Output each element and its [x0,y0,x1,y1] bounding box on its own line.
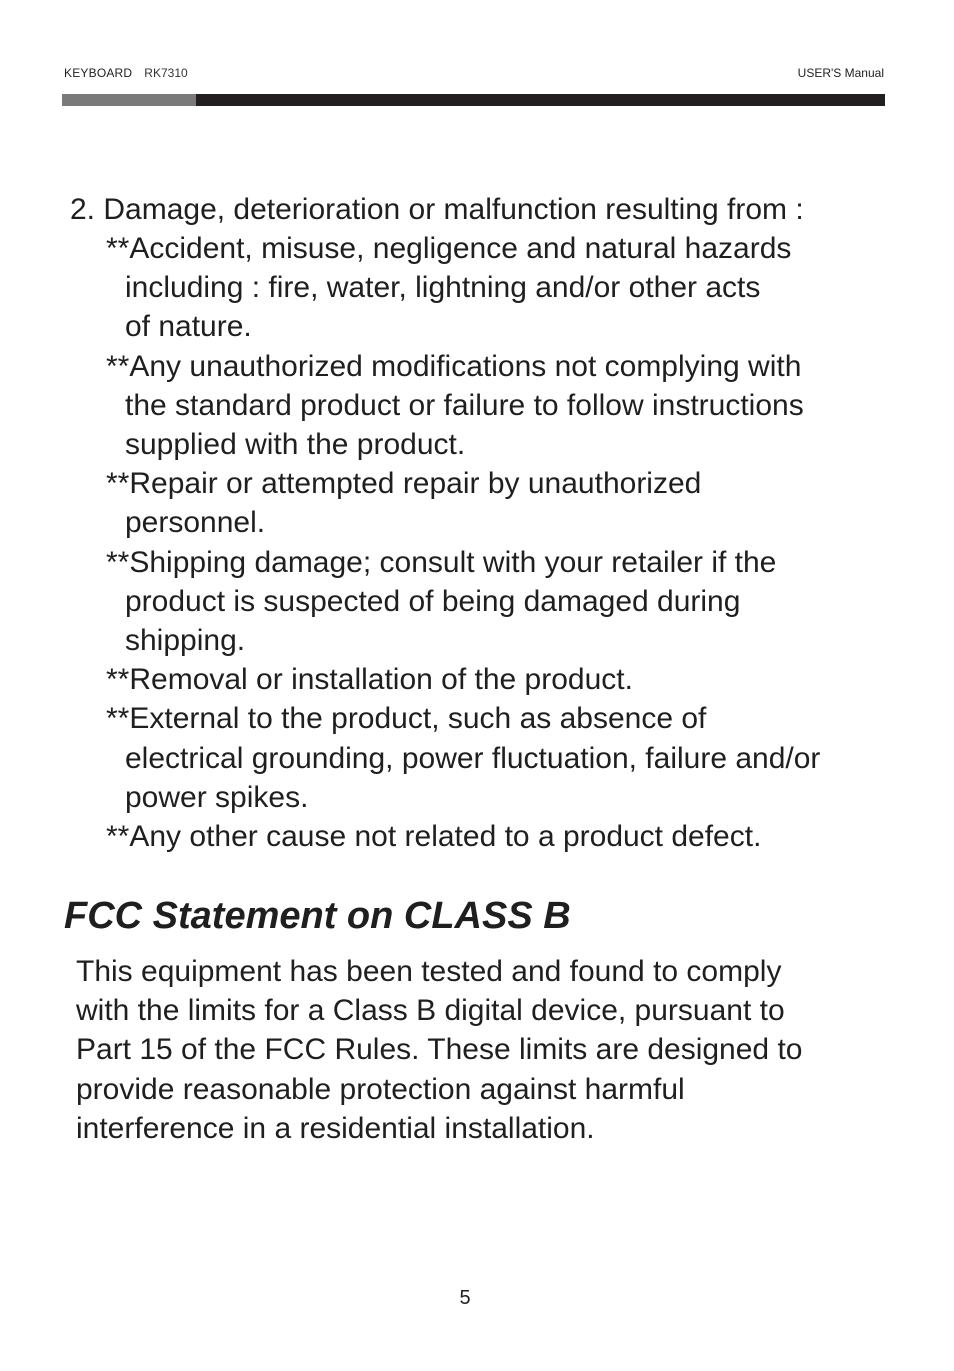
list-item: **Repair or attempted repair by unauthorized personnel. [106,467,702,540]
list-item: **External to the product, such as absence of electrical grounding, power fluctuation, failure and/or power spikes. [106,702,821,814]
header-divider-accent [62,94,196,106]
warranty-exclusion-heading: 2. Damage, deterioration or malfunction resulting from : [70,193,804,226]
header-manual-label: USER'S Manual [797,66,884,80]
fcc-statement-paragraph: This equipment has been tested and found to comply with the limits for a Class B digital device, pursuant to Part 15 of the FCC Rules. These limits are designed to provide reasonable protection against harmful interference in a residential installation. [76,955,803,1145]
page-header [64,66,884,82]
page-number: 5 [459,1287,471,1309]
list-item: **Any unauthorized modifications not complying with the standard product or failure to follow instructions supplied with the product. [106,349,804,462]
list-item: **Accident, misuse, negligence and natural hazards including : fire, water, lightning and/or other acts of nature. [106,232,792,344]
list-item: **Removal or installation of the product. [106,663,633,697]
list-item: **Shipping damage; consult with your retailer if the product is suspected of being damaged during shipping. [106,545,777,658]
exclusion-list [106,229,926,856]
fcc-section-title: FCC Statement on CLASS B [64,895,571,937]
header-model: RK7310 [144,66,188,80]
header-divider-bar [62,94,885,106]
header-divider-main [196,94,885,106]
header-product: KEYBOARD [64,66,133,80]
list-item: **Any other cause not related to a product defect. [106,820,762,854]
header-product-info [64,66,188,80]
